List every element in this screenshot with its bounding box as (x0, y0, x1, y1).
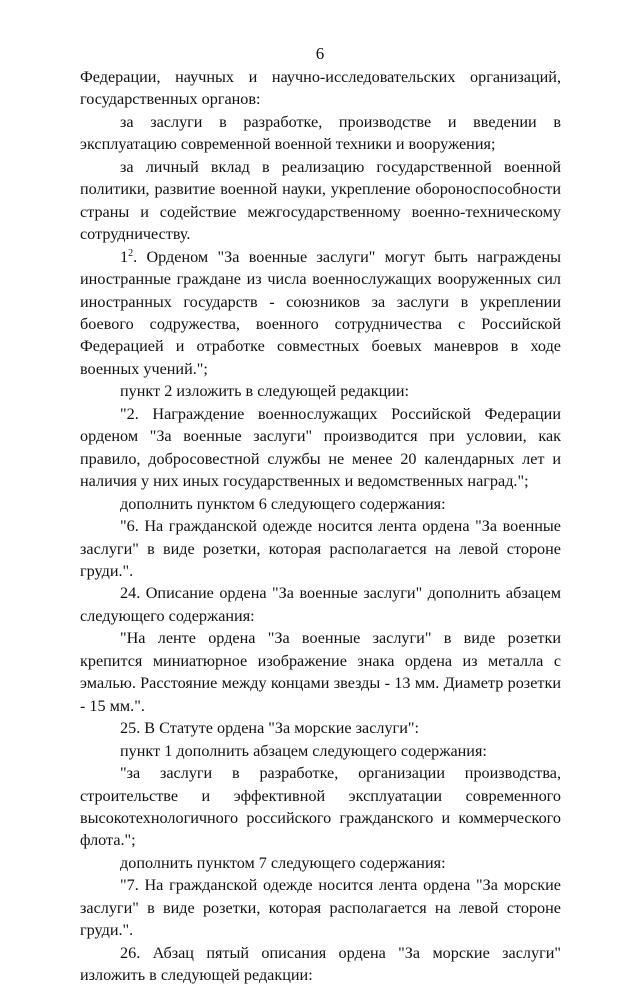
paragraph-text: . Орденом "За военные заслуги" могут быть награждены иностранные граждане из числа военнослужащих вооруженных сил иностранных государств - союзников за заслуги в укреплении боевого содружества, военного сотрудничества с Российской Федерацией и отработке совместных боевых маневров в ходе военных учений."; (80, 247, 561, 378)
page-number: 6 (315, 44, 325, 63)
paragraph: 26. Абзац пятый описания ордена "За морские заслуги" изложить в следующей редакции: (80, 943, 561, 985)
paragraph: пункт 1 дополнить абзацем следующего содержания: (120, 741, 487, 760)
paragraph: за заслуги в разработке, производстве и введении в эксплуатацию современной военной техники и вооружения; (80, 112, 561, 154)
paragraph: "2. Награждение военнослужащих Российской Федерации орденом "За военные заслуги" производится при условии, как правило, добросовестной службы не менее 20 календарных лет и наличия у них иных государственных и ведомственных наград."; (80, 404, 561, 491)
document-body (80, 66, 561, 987)
paragraph: "за заслуги в разработке, организации производства, строительстве и эффективной эксплуатации современного высокотехнологичного российского гражданского и коммерческого флота."; (80, 764, 561, 850)
paragraph: "7. На гражданской одежде носится лента ордена "За морские заслуги" в виде розетки, которая располагается на левой стороне груди.". (80, 876, 561, 940)
paragraph: за личный вклад в реализацию государственной военной политики, развитие военной науки, укрепление обороноспособности страны и содействие межгосударственному военно-техническому сотрудничеству. (80, 157, 561, 244)
paragraph (80, 246, 561, 381)
paragraph: "На ленте ордена "За военные заслуги" в виде розетки крепится миниатюрное изображение знака ордена из металла с эмалью. Расстояние между концами звезды - 13 мм. Диаметр розетки - 15 мм.". (80, 629, 561, 715)
paragraph: пункт 2 изложить в следующей редакции: (120, 382, 410, 401)
paragraph: 25. В Статуте ордена "За морские заслуги": (120, 719, 419, 738)
superscript: 2 (128, 247, 134, 259)
paragraph: 24. Описание ордена "За военные заслуги" дополнить абзацем следующего содержания: (80, 584, 561, 625)
paragraph: дополнить пунктом 6 следующего содержания: (120, 494, 446, 513)
paragraph: дополнить пунктом 7 следующего содержания: (120, 853, 446, 872)
paragraph-number: 1 (120, 247, 129, 266)
paragraph: Федерации, научных и научно-исследовательских организаций, государственных органов: (80, 68, 561, 109)
paragraph: "6. На гражданской одежде носится лента ордена "За военные заслуги" в виде розетки, которая располагается на левой стороне груди.". (80, 517, 561, 580)
